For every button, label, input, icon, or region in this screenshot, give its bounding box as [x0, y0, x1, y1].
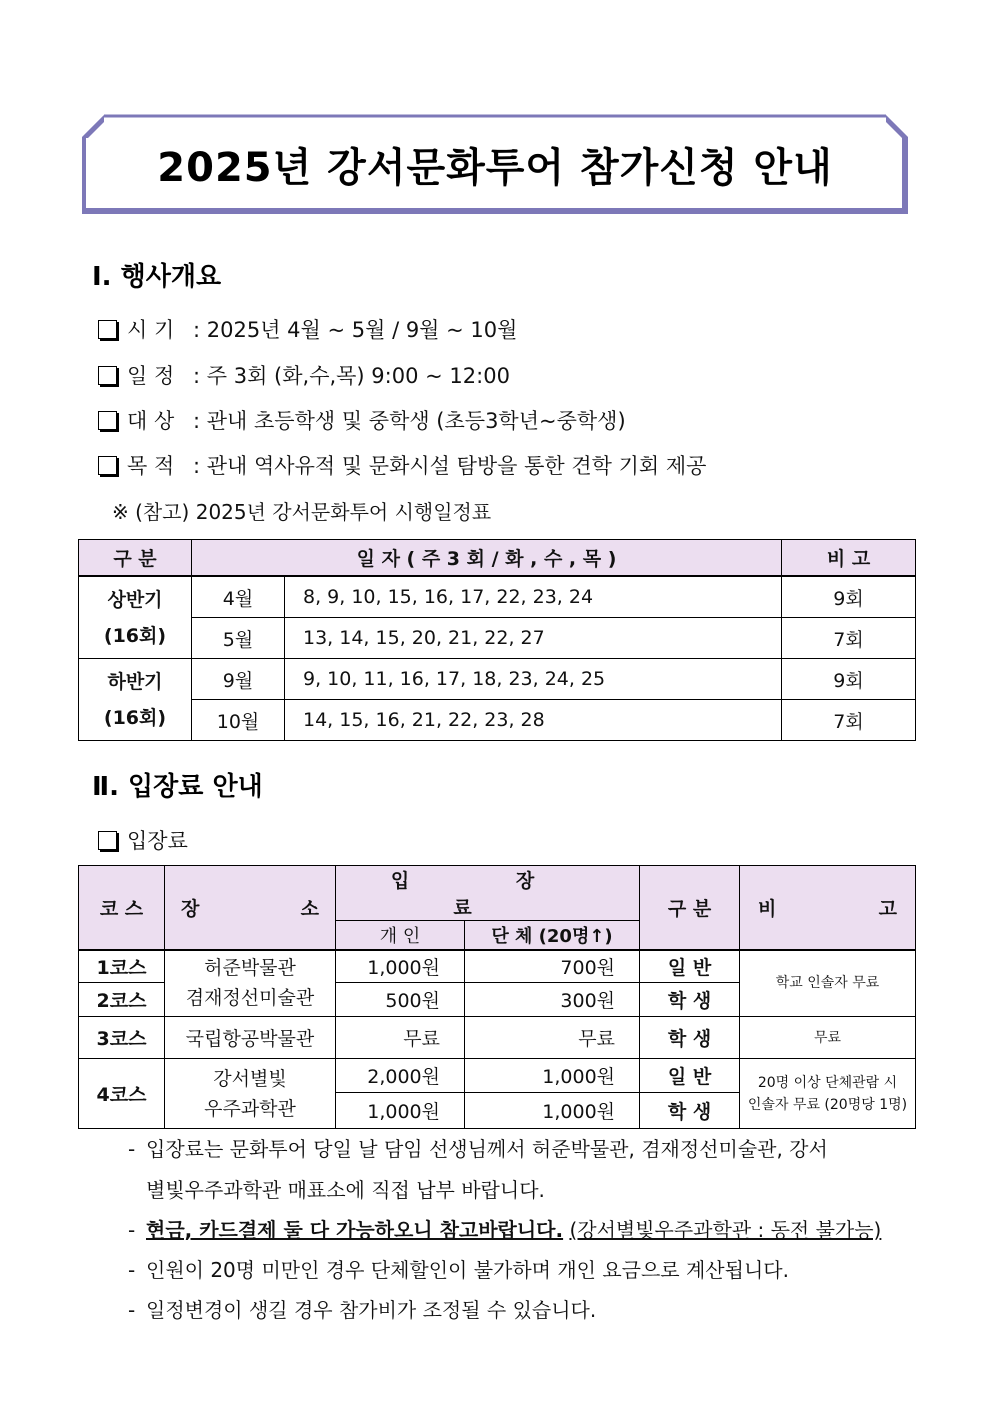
checkbox-icon — [98, 456, 117, 475]
checkbox-icon — [98, 831, 117, 850]
schedule-note: ※ (참고) 2025년 강서문화투어 시행일정표 — [112, 500, 492, 524]
fee-type: 일 반 — [640, 950, 740, 983]
schedule-month: 4월 — [192, 576, 285, 618]
checkbox-icon — [98, 366, 117, 385]
schedule-month: 10월 — [192, 700, 285, 741]
schedule-count: 9회 — [782, 659, 916, 700]
fee-header-place: 장 소 — [165, 866, 336, 950]
fee-individual: 1,000원 — [336, 950, 465, 983]
fee-header-note: 비 고 — [740, 866, 916, 950]
fee-place: 강서별빛 우주과학관 — [165, 1059, 336, 1129]
table-row — [79, 618, 916, 659]
overview-item-schedule: 일 정 : 주 3회 (화,수,목) 9:00 ~ 12:00 — [98, 360, 510, 390]
section1-heading: Ⅰ. 행사개요 — [92, 262, 222, 292]
fee-course: 1코스 — [79, 950, 165, 983]
overview-item-target: 대 상 : 관내 초등학생 및 중학생 (초등3학년~중학생) — [98, 405, 626, 435]
schedule-count: 7회 — [782, 700, 916, 741]
table-row — [79, 576, 916, 618]
fee-note: 20명 이상 단체관람 시 인솔자 무료 (20명당 1명) — [740, 1059, 916, 1129]
schedule-group-first-half: 상반기 (16회) — [79, 576, 192, 659]
section2-heading: Ⅱ. 입장료 안내 — [92, 772, 263, 802]
schedule-count: 7회 — [782, 618, 916, 659]
schedule-month: 5월 — [192, 618, 285, 659]
schedule-days: 9, 10, 11, 16, 17, 18, 23, 24, 25 — [285, 659, 782, 700]
fee-individual: 1,000원 — [336, 1093, 465, 1129]
fee-header-fee: 입 장 료 — [336, 866, 640, 921]
checkbox-icon — [98, 411, 117, 430]
fee-note-methods: - 현금, 카드결제 둘 다 가능하오니 참고바랍니다. (강서별빛우주과학관 : 동전 불가능) — [128, 1218, 882, 1242]
fee-group: 무료 — [465, 1017, 640, 1059]
fee-group: 1,000원 — [465, 1059, 640, 1093]
fee-type: 학 생 — [640, 983, 740, 1017]
fee-individual: 무료 — [336, 1017, 465, 1059]
fee-type: 학 생 — [640, 1093, 740, 1129]
fee-course: 2코스 — [79, 983, 165, 1017]
schedule-days: 14, 15, 16, 21, 22, 23, 28 — [285, 700, 782, 741]
schedule-group-second-half: 하반기 (16회) — [79, 659, 192, 741]
table-row — [79, 1017, 916, 1059]
checkbox-icon — [98, 320, 117, 339]
fee-course: 3코스 — [79, 1017, 165, 1059]
fee-item: 입장료 — [98, 825, 188, 855]
title-box — [82, 114, 908, 214]
schedule-days: 8, 9, 10, 15, 16, 17, 22, 23, 24 — [285, 576, 782, 618]
schedule-header-dates: 일 자 ( 주 3 회 / 화 , 수 , 목 ) — [192, 540, 782, 577]
fee-place-group: 허준박물관 겸재정선미술관 — [165, 950, 336, 1017]
fee-note: 학교 인솔자 무료 — [740, 950, 916, 1017]
table-row — [79, 659, 916, 700]
fee-type: 일 반 — [640, 1059, 740, 1093]
overview-item-purpose: 목 적 : 관내 역사유적 및 문화시설 탐방을 통한 견학 기회 제공 — [98, 450, 706, 480]
fee-note-payment-cont: 별빛우주과학관 매표소에 직접 납부 바랍니다. — [146, 1178, 545, 1202]
fee-note: 무료 — [740, 1017, 916, 1059]
fee-header-group: 단 체 (20명↑) — [465, 921, 640, 950]
fee-place: 국립항공박물관 — [165, 1017, 336, 1059]
schedule-header-category: 구 분 — [79, 540, 192, 577]
table-row — [79, 700, 916, 741]
fee-header-individual: 개 인 — [336, 921, 465, 950]
schedule-month: 9월 — [192, 659, 285, 700]
fee-group: 700원 — [465, 950, 640, 983]
fee-type: 학 생 — [640, 1017, 740, 1059]
fee-header-type: 구 분 — [640, 866, 740, 950]
schedule-days: 13, 14, 15, 20, 21, 22, 27 — [285, 618, 782, 659]
fee-individual: 500원 — [336, 983, 465, 1017]
fee-note-group-discount: - 인원이 20명 미만인 경우 단체할인이 불가하며 개인 요금으로 계산됩니다. — [128, 1258, 789, 1282]
fee-note-payment: - 입장료는 문화투어 당일 날 담임 선생님께서 허준박물관, 겸재정선미술관, 강서 — [128, 1137, 828, 1161]
page-title: 2025년 강서문화투어 참가신청 안내 — [157, 145, 833, 191]
fee-course: 4코스 — [79, 1059, 165, 1129]
fee-individual: 2,000원 — [336, 1059, 465, 1093]
schedule-table — [78, 539, 916, 741]
fee-header-course: 코 스 — [79, 866, 165, 950]
fee-table — [78, 865, 916, 1129]
schedule-header-note: 비 고 — [782, 540, 916, 577]
overview-item-period: 시 기 : 2025년 4월 ~ 5월 / 9월 ~ 10월 — [98, 314, 517, 344]
table-row — [79, 950, 916, 983]
fee-group: 300원 — [465, 983, 640, 1017]
fee-note-change: - 일정변경이 생길 경우 참가비가 조정될 수 있습니다. — [128, 1298, 597, 1322]
fee-group: 1,000원 — [465, 1093, 640, 1129]
table-row — [79, 1059, 916, 1093]
schedule-count: 9회 — [782, 576, 916, 618]
